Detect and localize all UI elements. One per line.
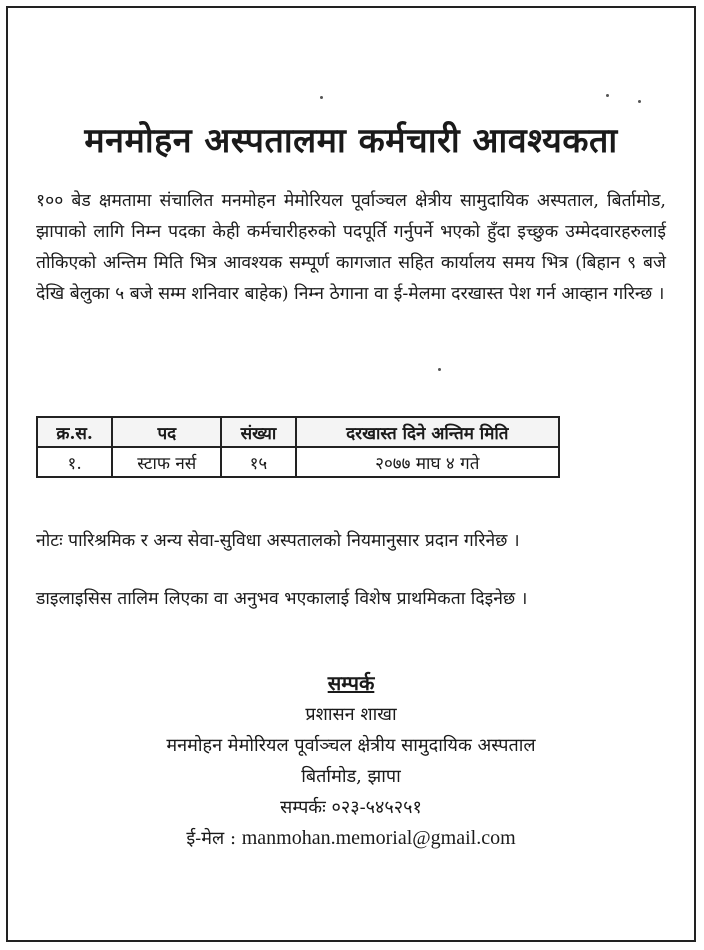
cell-post: स्टाफ नर्स	[112, 447, 221, 477]
contact-address: बिर्तामोड, झापा	[301, 766, 401, 787]
col-serial-header: क्र.स.	[37, 417, 112, 447]
cell-deadline: २०७७ माघ ४ गते	[296, 447, 559, 477]
scan-speck	[638, 100, 641, 103]
contact-hospital: मनमोहन मेमोरियल पूर्वाञ्चल क्षेत्रीय सामुदायिक अस्पताल	[166, 735, 536, 756]
email-label: ई-मेल :	[186, 828, 242, 849]
salary-note: नोटः पारिश्रमिक र अन्य सेवा-सुविधा अस्पतालको नियमानुसार प्रदान गरिनेछ ।	[36, 531, 520, 551]
col-post-header: पद	[112, 417, 221, 447]
email-link[interactable]: manmohan.memorial@gmail.com	[241, 827, 516, 849]
contact-email-line	[8, 823, 694, 854]
notice-page	[6, 6, 696, 942]
contact-block	[8, 668, 694, 854]
cell-count: १५	[221, 447, 295, 477]
page-title: मनमोहन अस्पतालमा कर्मचारी आवश्यकता	[84, 121, 618, 161]
priority-note: डाइलाइसिस तालिम लिएका वा अनुभव भएकालाई विशेष प्राथमिकता दिइनेछ ।	[36, 589, 528, 609]
table-row	[37, 447, 559, 477]
contact-phone: सम्पर्कः ०२३-५४५२५१	[280, 797, 422, 818]
contact-heading: सम्पर्क	[327, 671, 375, 695]
notice-body: १०० बेड क्षमतामा संचालित मनमोहन मेमोरियल पूर्वाञ्चल क्षेत्रीय सामुदायिक अस्पताल, बिर्तामोड, झापाको लागि निम्न पदका केही कर्मचारीहरुको पदपूर्ति गर्नुपर्ने भएको हुँदा इच्छुक उम्मेदवारहरुलाई तोकिएको अन्तिम मिति भित्र आवश्यक सम्पूर्ण कागजात सहित कार्यालय समय भित्र (बिहान ९ बजे देखि बेलुका ५ बजे सम्म शनिवार बाहेक) निम्न ठेगाना वा ई-मेलमा दरखास्त पेश गर्न आव्हान गरिन्छ ।	[36, 191, 666, 304]
scan-speck	[320, 96, 323, 99]
scan-speck	[438, 368, 441, 371]
contact-department: प्रशासन शाखा	[305, 704, 397, 725]
table-header-row	[37, 417, 559, 447]
cell-serial: १.	[37, 447, 112, 477]
col-deadline-header: दरखास्त दिने अन्तिम मिति	[296, 417, 559, 447]
scan-speck	[606, 94, 609, 97]
vacancy-table	[36, 416, 560, 478]
col-count-header: संख्या	[221, 417, 295, 447]
